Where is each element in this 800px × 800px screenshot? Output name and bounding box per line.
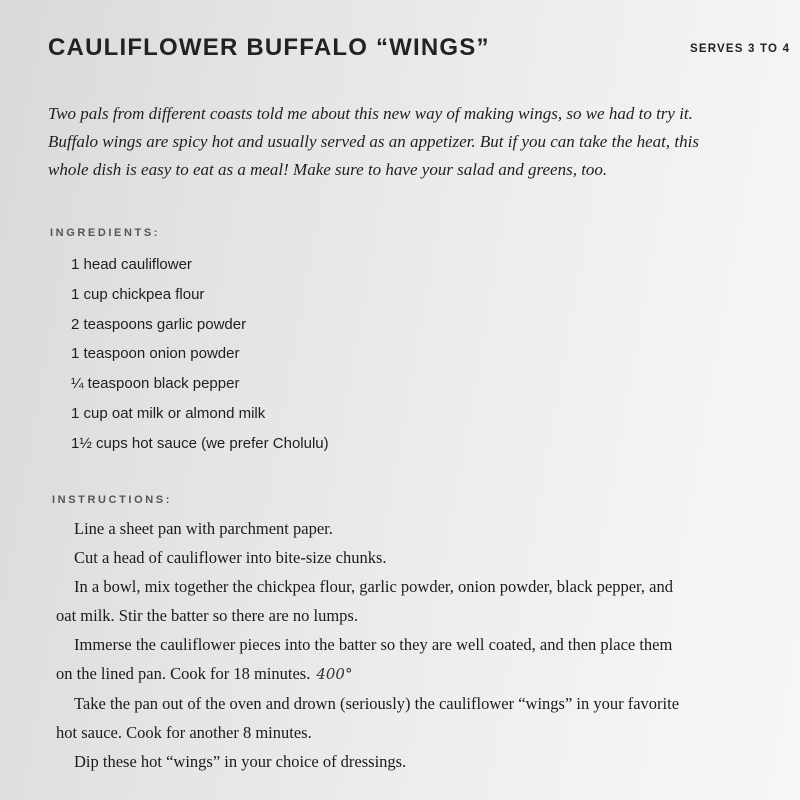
step-line: Immerse the cauliflower pieces into the batter so they are well coated, and then place them: [74, 635, 673, 654]
step-line: Cut a head of cauliflower into bite-size chunks.: [74, 548, 387, 567]
instructions-list: [56, 514, 796, 776]
instructions-heading: INSTRUCTIONS:: [52, 494, 172, 506]
instruction-step: [56, 514, 796, 543]
ingredient-item: 1½ cups hot sauce (we prefer Cholulu): [71, 434, 329, 452]
instruction-step: [56, 572, 796, 630]
instruction-step: [56, 630, 796, 689]
step-line: Line a sheet pan with parchment paper.: [74, 519, 333, 538]
ingredient-item: 1 cup oat milk or almond milk: [71, 404, 266, 422]
ingredient-item: 1 head cauliflower: [71, 256, 192, 273]
step-line: Dip these hot “wings” in your choice of dressings.: [74, 752, 407, 771]
step-line: Take the pan out of the oven and drown (seriously) the cauliflower “wings” in your favorite: [74, 694, 680, 713]
ingredient-item: 1 cup chickpea flour: [71, 285, 205, 303]
recipe-intro: [48, 100, 788, 184]
intro-line: Buffalo wings are spicy hot and usually served as an appetizer. But if you can take the heat, this: [48, 132, 699, 151]
ingredient-item: 2 teaspoons garlic powder: [71, 315, 247, 333]
step-line-with-note: [56, 659, 796, 689]
ingredients-heading: INGREDIENTS:: [50, 227, 161, 239]
step-line: hot sauce. Cook for another 8 minutes.: [56, 723, 312, 742]
recipe-title: CAULIFLOWER BUFFALO “WINGS”: [48, 34, 490, 61]
step-line: oat milk. Stir the batter so there are no lumps.: [56, 606, 358, 625]
intro-line: Two pals from different coasts told me about this new way of making wings, so we had to try it.: [48, 104, 693, 123]
ingredients-list: [71, 250, 329, 459]
intro-line: whole dish is easy to eat as a meal! Make sure to have your salad and greens, too.: [48, 160, 608, 179]
instruction-step: [56, 747, 796, 776]
ingredient-item: 1 teaspoon onion powder: [71, 345, 240, 363]
step-line: on the lined pan. Cook for 18 minutes.: [56, 664, 311, 683]
instruction-step: [56, 543, 796, 572]
serves-note: SERVES 3 TO 4: [690, 43, 791, 55]
step-line: In a bowl, mix together the chickpea flour, garlic powder, onion powder, black pepper, and: [74, 577, 673, 596]
ingredient-item: ¼ teaspoon black pepper: [71, 375, 240, 393]
handwritten-temperature-note: 400°: [316, 665, 353, 683]
instruction-step: [56, 689, 796, 747]
